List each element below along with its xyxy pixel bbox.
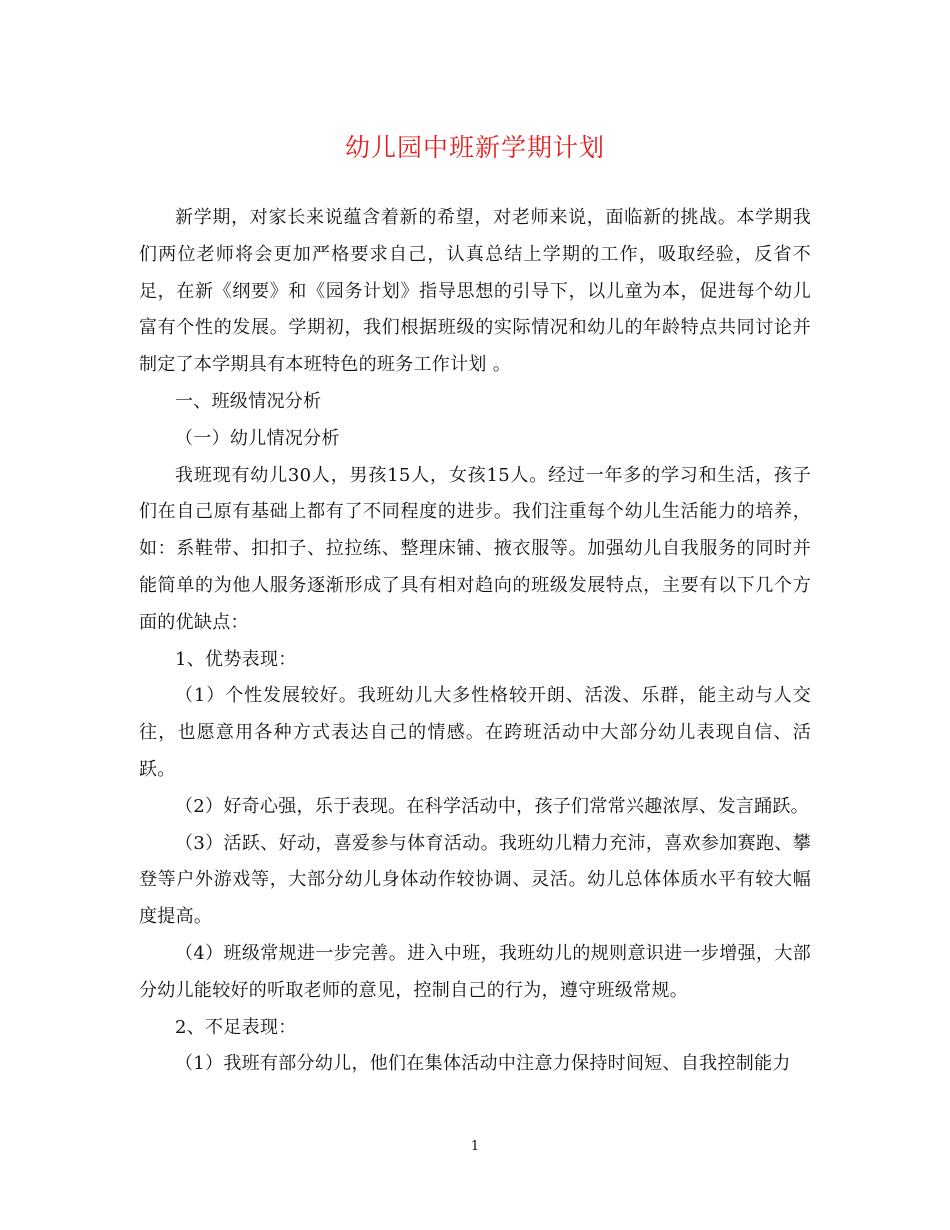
strengths-heading: 1、优势表现： bbox=[175, 648, 297, 670]
intro-paragraph: 新学期，对家长来说蕴含着新的希望，对老师来说，面临新的挑战。本学期我们两位老师将会更加严格要求自己，认真总结上学期的工作，吸取经验，反省不足，在新《纲要》和《园务计划》指导思想的引导下，以儿童为本，促进每个幼儿富有个性的发展。学期初，我们根据班级的实际情况和幼儿的年龄特点共同讨论并制定了本学期具有本班特色的班务工作计划 。 bbox=[139, 207, 811, 376]
page-number: 1 bbox=[470, 1139, 480, 1154]
weaknesses-heading: 2、不足表现： bbox=[175, 1016, 297, 1038]
weakness-item-1: （1）我班有部分幼儿，他们在集体活动中注意力保持时间短、自我控制能力 bbox=[175, 1053, 791, 1075]
strength-item-1: （1）个性发展较好。我班幼儿大多性格较开朗、活泼、乐群，能主动与人交往，也愿意用各种方式表达自己的情感。在跨班活动中大部分幼儿表现自信、活跃。 bbox=[139, 685, 811, 780]
document-body bbox=[139, 200, 811, 1083]
subsection-heading-children-analysis: （一）幼儿情况分析 bbox=[175, 427, 340, 449]
section-heading-class-analysis: 一、班级情况分析 bbox=[175, 390, 322, 412]
document-title: 幼儿园中班新学期计划 bbox=[344, 133, 605, 162]
strength-item-3: （3）活跃、好动，喜爱参与体育活动。我班幼儿精力充沛，喜欢参加赛跑、攀登等户外游戏等，大部分幼儿身体动作较协调、灵活。幼儿总体体质水平有较大幅度提高。 bbox=[139, 832, 811, 928]
strength-item-4: （4）班级常规进一步完善。进入中班，我班幼儿的规则意识进一步增强，大部分幼儿能较好的听取老师的意见，控制自己的行为，遵守班级常规。 bbox=[139, 942, 811, 1001]
children-overview-paragraph: 我班现有幼儿30人，男孩15人，女孩15人。经过一年多的学习和生活，孩子们在自己原有基础上都有了不同程度的进步。我们注重每个幼儿生活能力的培养，如：系鞋带、扣扣子、拉拉练、整理床铺、掖衣服等。加强幼儿自我服务的同时并能简单的为他人服务逐渐形成了具有相对趋向的班级发展特点，主要有以下几个方面的优缺点： bbox=[139, 464, 811, 633]
strength-item-2: （2）好奇心强，乐于表现。在科学活动中，孩子们常常兴趣浓厚、发言踊跃。 bbox=[175, 795, 809, 817]
